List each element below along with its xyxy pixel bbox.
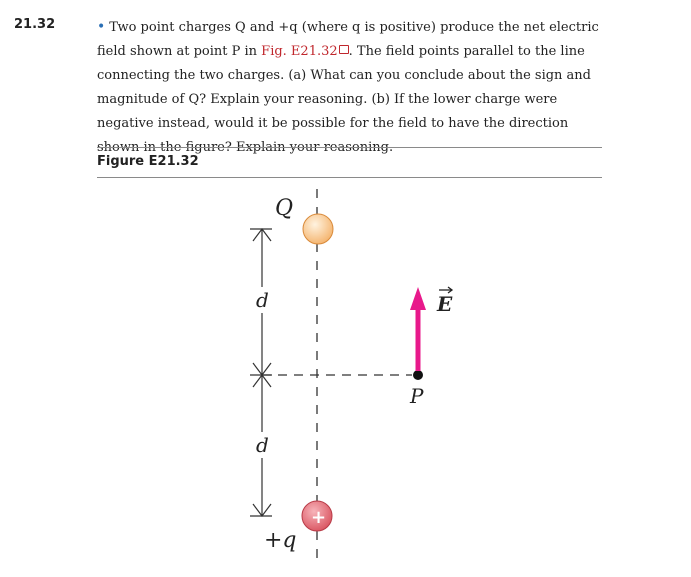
problem-text-before: Two point charges Q and +q (where q is positive) produce the net electric field shown at point P in (97, 20, 599, 59)
point-P (413, 370, 423, 380)
label-E: E (437, 292, 453, 316)
figure-title: Figure E21.32 (97, 154, 199, 169)
label-P: P (410, 384, 424, 408)
bullet-icon: • (97, 19, 106, 35)
plus-sign-icon: + (311, 507, 327, 528)
figure-link-label: Fig. E21.32 (261, 44, 338, 59)
label-plus-q: +q (264, 528, 297, 553)
problem-text-after: . The field points parallel to the line connecting the two charges. (a) What can you conclude about the sign and magnitude of Q? Explain your reasoning. (b) If the lower charge were negative instead, would it be possible for the field to have the direction shown in the figure? Explain your reasoning. (97, 44, 592, 155)
label-Q: Q (275, 196, 294, 221)
charge-Q (303, 214, 333, 244)
problem-number: 21.32 (14, 17, 56, 32)
field-vector-arrow-icon (410, 287, 426, 371)
dimension-arrow-icon (250, 229, 272, 516)
label-d-bottom: d (256, 433, 269, 457)
label-d-top: d (256, 288, 269, 312)
